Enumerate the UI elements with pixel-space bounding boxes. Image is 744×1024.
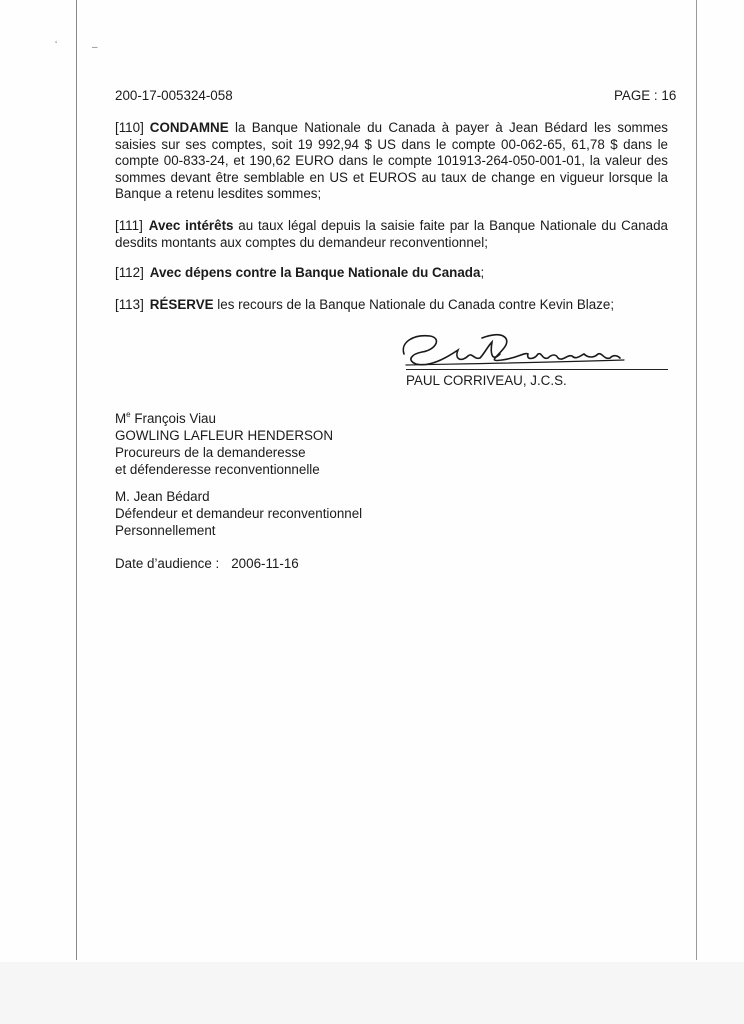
party-block [115,488,362,539]
counsel-name: Me François Viau [115,410,216,426]
left-margin-rule [76,0,77,960]
paragraph-number: [112] [115,265,144,280]
counsel-role: Procureurs de la demanderesse [115,445,306,460]
paragraph-text: au taux légal depuis la saisie faite par la Banque Nationale du Canada desdits montants aux comptes du demandeur reconventionnel; [115,218,669,250]
scan-bottom-band [0,962,744,1024]
party-name: M. Jean Bédard [115,489,210,504]
scan-speck: – [92,42,98,53]
paragraph-lead: Avec dépens contre la Banque Nationale du Canada [149,265,481,280]
paragraph-111 [115,218,668,251]
file-number: 200-17-005324-058 [115,88,233,103]
paragraph-lead: Avec intérêts [148,218,234,233]
judge-name: PAUL CORRIVEAU, J.C.S. [406,373,567,388]
paragraph-number: [110] [115,120,144,135]
paragraph-text: ; [480,265,485,280]
party-role: Personnellement [115,523,216,538]
signature-line [406,369,668,370]
handwritten-signature [392,324,672,374]
counsel-firm: GOWLING LAFLEUR HENDERSON [115,428,334,443]
hearing-date-label: Date d’audience : [115,556,220,571]
paragraph-112 [115,265,668,282]
paragraph-lead: RÉSERVE [149,297,214,312]
paragraph-text: les recours de la Banque Nationale du Canada contre Kevin Blaze; [213,297,615,312]
right-margin-rule [696,0,697,960]
paragraph-lead: CONDAMNE [149,120,229,135]
paragraph-113 [115,297,668,314]
paragraph-number: [113] [115,297,144,312]
paragraph-110 [115,120,668,203]
counsel-role: et défenderesse reconventionnelle [115,462,320,477]
party-role: Défendeur et demandeur reconventionnel [115,506,363,521]
paragraph-number: [111] [115,218,143,233]
page-number: PAGE : 16 [614,88,677,103]
hearing-date-value: 2006-11-16 [231,556,299,571]
hearing-date-row [115,556,299,571]
counsel-block [115,406,333,478]
scan-speck: ʻ [55,40,58,51]
paragraph-text: la Banque Nationale du Canada à payer à Jean Bédard les sommes saisies sur ses comptes, soit 19 992,94 $ US dans le compte 00-062-65, 61,78 $ dans le compte 00-833-24, et 190,62 EURO dans le compte 101913-264-050-001-01, la valeur des sommes devant être semblable en US et EUROS au taux de change en vigueur lorsque la Banque a retenu lesdites sommes; [115,120,668,202]
